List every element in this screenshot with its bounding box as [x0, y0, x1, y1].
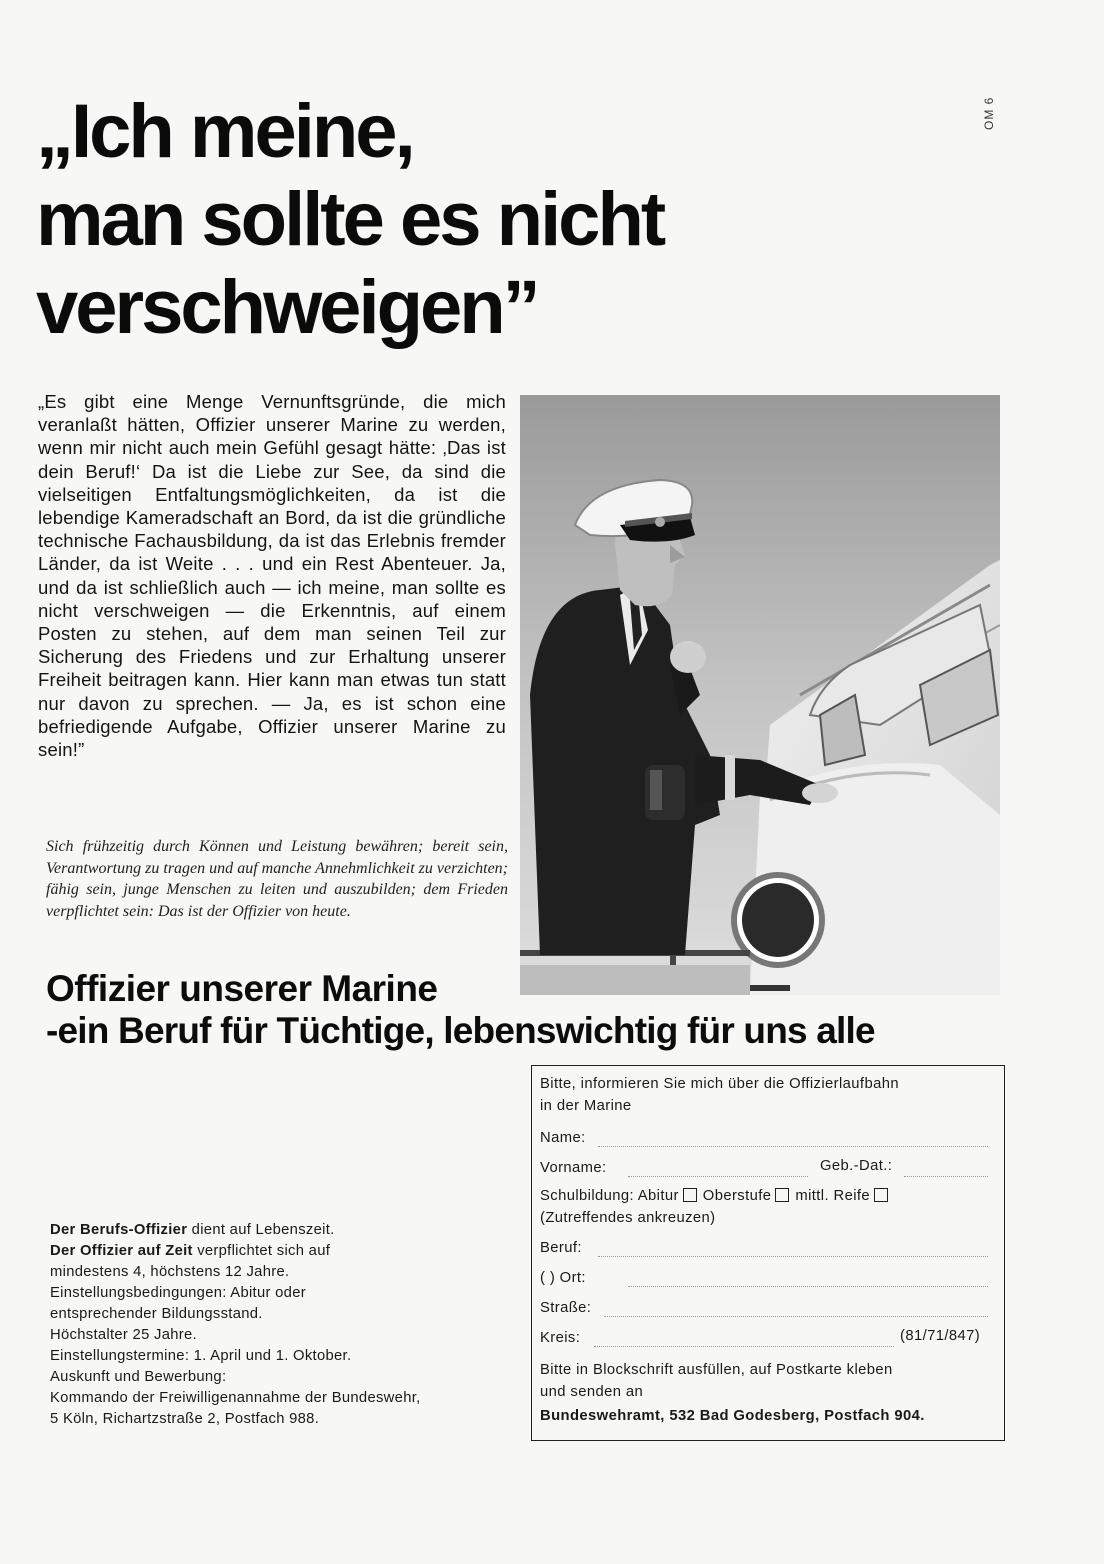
ort-field[interactable] [628, 1286, 988, 1287]
info-line: Kommando der Freiwilligenannahme der Bundeswehr, [50, 1390, 421, 1406]
bundeswehramt-address: Bundeswehramt, 532 Bad Godesberg, Postfach 904. [540, 1408, 925, 1424]
oberstufe-checkbox[interactable] [775, 1188, 789, 1202]
vorname-field[interactable] [628, 1176, 808, 1177]
info-line: Auskunft und Bewerbung: [50, 1369, 227, 1385]
headline [36, 88, 936, 352]
career-info [50, 1220, 520, 1430]
slogan-line-1: Offizier unserer Marine [46, 968, 438, 1009]
headline-line-2: man sollte es nicht [36, 177, 664, 262]
headline-line-3: verschweigen” [36, 265, 538, 350]
abitur-checkbox[interactable] [683, 1188, 697, 1202]
beruf-label: Beruf: [540, 1240, 582, 1256]
name-label: Name: [540, 1130, 586, 1146]
ankreuzen-hint: (Zutreffendes ankreuzen) [540, 1210, 716, 1226]
geb-dat-field[interactable] [904, 1176, 988, 1177]
strasse-label: Straße: [540, 1300, 592, 1316]
schulbildung-label: Schulbildung: Abitur [540, 1188, 679, 1204]
kreis-field[interactable] [594, 1346, 894, 1347]
slogan-line-2: -ein Beruf für Tüchtige, lebenswichtig für uns alle [46, 1010, 875, 1051]
testimonial-quote: „Es gibt eine Menge Vernunftsgründe, die mich veranlaßt hätten, Offizier unserer Marine zu werden, wenn mir nicht auch mein Gefühl gesagt hätte: ‚Das ist dein Beruf!‘ Da ist die Liebe zur See, da sind die vielseitigen Entfaltungsmöglichkeiten, da ist die lebendige Kameradschaft an Bord, da ist die gründliche technische Fachausbildung, da ist das Erlebnis fremder Länder, da ist Weite . . . und ein Rest Abenteuer. Ja, und da ist schließlich auch — ich meine, man sollte es nicht verschweigen — die Erkenntnis, auf einem Posten zu stehen, auf dem man seinen Teil zur Sicherung des Friedens und zur Erhaltung unserer Freiheit beitragen kann. Hier kann man etwas tun statt nur davon zu sprechen. — Ja, es ist schon eine befriedigende Aufgabe, Offizier unserer Marine zu sein!” [38, 391, 506, 761]
publication-code: OM 6 [982, 96, 996, 130]
officer-definition: Sich frühzeitig durch Können und Leistung bewähren; bereit sein, Verantwortung zu tragen und auf manche Annehmlichkeit zu verzichten; fähig sein, junge Menschen zu leiten und auszubilden; dem Frieden verpflichtet sein: Das ist der Offizier von heute. [46, 838, 508, 920]
info-line: Einstellungsbedingungen: Abitur oder [50, 1285, 306, 1301]
reference-number: (81/71/847) [900, 1328, 981, 1344]
mittlere-reife-label: mittl. Reife [795, 1188, 871, 1204]
oberstufe-label: Oberstufe [702, 1188, 772, 1204]
geb-dat-label: Geb.-Dat.: [820, 1158, 893, 1174]
strasse-field[interactable] [604, 1316, 988, 1317]
info-line: entsprechender Bildungsstand. [50, 1306, 263, 1322]
mittlere-reife-checkbox[interactable] [874, 1188, 888, 1202]
schulbildung-row [540, 1188, 894, 1204]
headline-line-1: „Ich meine, [36, 89, 413, 174]
info-berufs-offizier: Der Berufs-Offizier dient auf Lebenszeit. [50, 1222, 335, 1238]
info-line: Einstellungstermine: 1. April und 1. Oktober. [50, 1348, 352, 1364]
naval-officer-photo [520, 395, 1000, 995]
coupon-intro-line-2: in der Marine [540, 1098, 632, 1114]
coupon-footer-line-1: Bitte in Blockschrift ausfüllen, auf Postkarte kleben [540, 1362, 893, 1378]
naval-officer-illustration [520, 395, 1000, 995]
coupon-footer-line-2: und senden an [540, 1384, 644, 1400]
info-line: mindestens 4, höchstens 12 Jahre. [50, 1264, 290, 1280]
request-coupon [531, 1065, 1005, 1441]
ort-label: ( ) Ort: [540, 1270, 586, 1286]
info-offizier-auf-zeit: Der Offizier auf Zeit verpflichtet sich auf [50, 1243, 331, 1259]
kreis-label: Kreis: [540, 1330, 581, 1346]
name-field[interactable] [598, 1146, 988, 1147]
info-line: 5 Köln, Richartzstraße 2, Postfach 988. [50, 1411, 320, 1427]
vorname-label: Vorname: [540, 1160, 607, 1176]
info-line: Höchstalter 25 Jahre. [50, 1327, 197, 1343]
beruf-field[interactable] [598, 1256, 988, 1257]
coupon-intro-line-1: Bitte, informieren Sie mich über die Offizierlaufbahn [540, 1076, 899, 1092]
